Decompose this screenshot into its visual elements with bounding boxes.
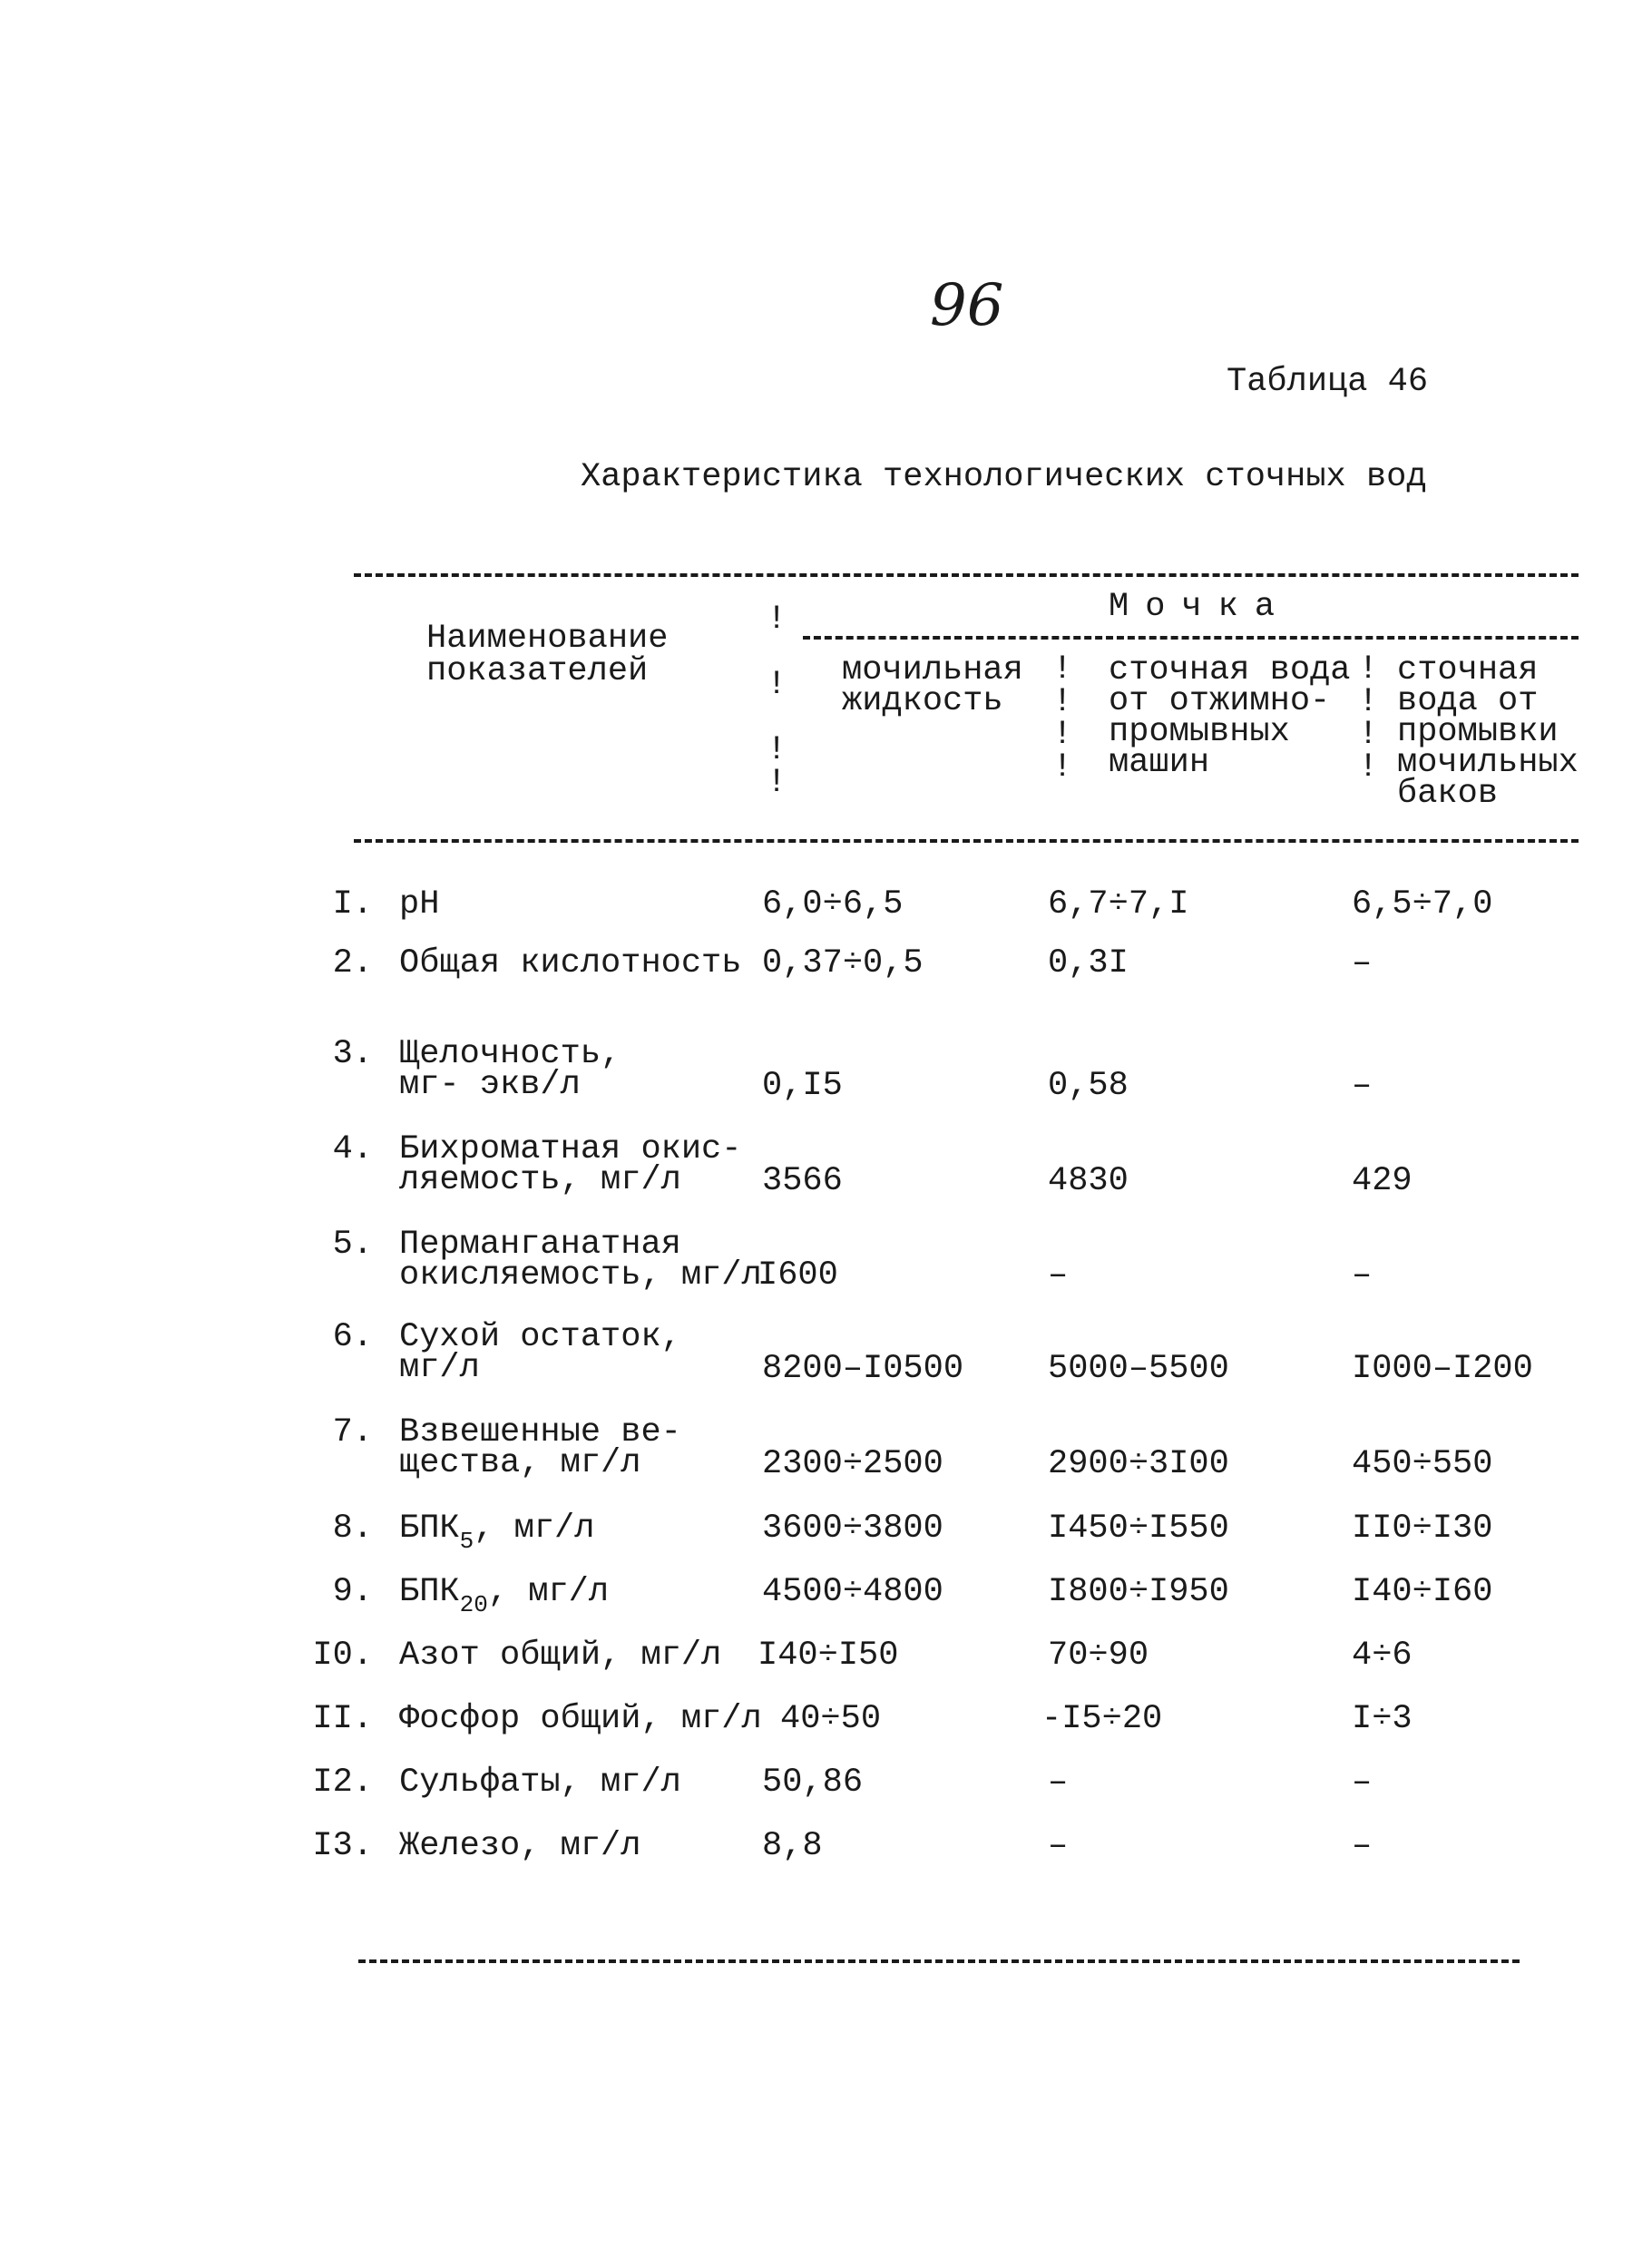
- row-number: I3.: [312, 1827, 373, 1865]
- page-number: 96: [930, 272, 1004, 339]
- value-soaking-liquid: 0,37÷0,5: [762, 944, 924, 982]
- value-soaking-liquid: 4500÷4800: [762, 1573, 943, 1611]
- header-bottom-rule: [354, 839, 1579, 843]
- column-separator-1: ! ! ! !: [767, 601, 787, 802]
- value-tank-water: 450÷550: [1352, 1445, 1493, 1483]
- value-tank-water: II0÷I30: [1352, 1510, 1493, 1548]
- value-tank-water: I40÷I60: [1352, 1573, 1493, 1611]
- row-indicator-name: Общая кислотность: [399, 944, 742, 982]
- table-title: Характеристика технологических сточных вод: [581, 458, 1427, 496]
- value-machine-water: 70÷90: [1048, 1637, 1149, 1675]
- value-machine-water: 0,58: [1048, 1067, 1129, 1105]
- value-machine-water: -I5÷20: [1041, 1700, 1163, 1738]
- row-indicator-name: Взвешенные ве- щества, мг/л: [399, 1413, 681, 1482]
- column-header-indicator: Наименование показателей: [426, 620, 669, 690]
- row-indicator-name: Сухой остаток, мг/л: [399, 1318, 681, 1387]
- row-number: 6.: [332, 1318, 373, 1356]
- value-machine-water: –: [1048, 1256, 1069, 1295]
- group-header-mochka: Мочка: [1109, 588, 1292, 626]
- value-tank-water: 6,5÷7,0: [1352, 885, 1493, 923]
- column-separator-3: ! ! ! !: [1358, 650, 1379, 787]
- value-machine-water: 6,7÷7,I: [1048, 885, 1189, 923]
- value-machine-water: 5000–5500: [1048, 1350, 1229, 1388]
- value-soaking-liquid: I40÷I50: [758, 1637, 899, 1675]
- value-soaking-liquid: 2300÷2500: [762, 1445, 943, 1483]
- value-tank-water: 429: [1352, 1162, 1413, 1200]
- row-number: I.: [332, 885, 373, 923]
- row-number: 7.: [332, 1413, 373, 1451]
- value-machine-water: –: [1048, 1827, 1069, 1865]
- row-indicator-name: Перманганатная окисляемость, мг/л: [399, 1226, 762, 1295]
- value-machine-water: 0,3I: [1048, 944, 1129, 982]
- value-tank-water: I÷3: [1352, 1700, 1413, 1738]
- value-soaking-liquid: I600: [758, 1256, 838, 1295]
- row-number: 3.: [332, 1035, 373, 1073]
- value-machine-water: I450÷I550: [1048, 1510, 1229, 1548]
- value-machine-water: 4830: [1048, 1162, 1129, 1200]
- row-number: 8.: [332, 1510, 373, 1548]
- value-soaking-liquid: 8200–I0500: [762, 1350, 964, 1388]
- value-tank-water: –: [1352, 1764, 1373, 1802]
- value-machine-water: –: [1048, 1764, 1069, 1802]
- value-tank-water: –: [1352, 1256, 1373, 1295]
- row-indicator-name: Сульфаты, мг/л: [399, 1764, 681, 1802]
- row-indicator-name: Железо, мг/л: [399, 1827, 641, 1865]
- row-indicator-name: $БПК_5$, мг/л: [399, 1510, 595, 1555]
- value-tank-water: I000–I200: [1352, 1350, 1533, 1388]
- row-indicator-name: Щелочность, мг- экв/л: [399, 1035, 621, 1104]
- table-bottom-rule: [358, 1959, 1520, 1963]
- row-number: 5.: [332, 1226, 373, 1264]
- row-indicator-name: Фосфор общий, мг/л: [399, 1700, 762, 1738]
- row-number: I2.: [312, 1764, 373, 1802]
- row-number: 2.: [332, 944, 373, 982]
- value-soaking-liquid: 0,I5: [762, 1067, 843, 1105]
- row-indicator-name: $БПК_{20}$, мг/л: [399, 1573, 610, 1618]
- subheader-wringing-washing-machines: сточная вода от отжимно- промывных машин: [1109, 651, 1351, 782]
- group-header-rule: [803, 636, 1579, 640]
- row-number: I0.: [312, 1637, 373, 1675]
- row-indicator-name: pH: [399, 885, 440, 923]
- row-number: 9.: [332, 1573, 373, 1611]
- table-top-rule: [354, 573, 1579, 577]
- row-number: 4.: [332, 1130, 373, 1168]
- value-machine-water: 2900÷3I00: [1048, 1445, 1229, 1483]
- row-number: II.: [312, 1700, 373, 1738]
- column-separator-2: ! ! ! !: [1052, 650, 1073, 787]
- value-soaking-liquid: 6,0÷6,5: [762, 885, 904, 923]
- value-tank-water: –: [1352, 1827, 1373, 1865]
- value-tank-water: –: [1352, 944, 1373, 982]
- value-soaking-liquid: 50,86: [762, 1764, 864, 1802]
- value-soaking-liquid: 3566: [762, 1162, 843, 1200]
- value-tank-water: –: [1352, 1067, 1373, 1105]
- value-tank-water: 4÷6: [1352, 1637, 1413, 1675]
- value-soaking-liquid: 3600÷3800: [762, 1510, 943, 1548]
- value-soaking-liquid: 40÷50: [780, 1700, 882, 1738]
- subheader-soaking-liquid: мочильная жидкость: [842, 651, 1023, 720]
- table-label: Таблица 46: [1227, 363, 1429, 401]
- row-indicator-name: Азот общий, мг/л: [399, 1637, 722, 1675]
- subheader-soaking-tank-washing: сточная вода от промывки мочильных баков: [1397, 651, 1579, 813]
- value-machine-water: I800÷I950: [1048, 1573, 1229, 1611]
- row-indicator-name: Бихроматная окис- ляемость, мг/л: [399, 1130, 742, 1199]
- value-soaking-liquid: 8,8: [762, 1827, 823, 1865]
